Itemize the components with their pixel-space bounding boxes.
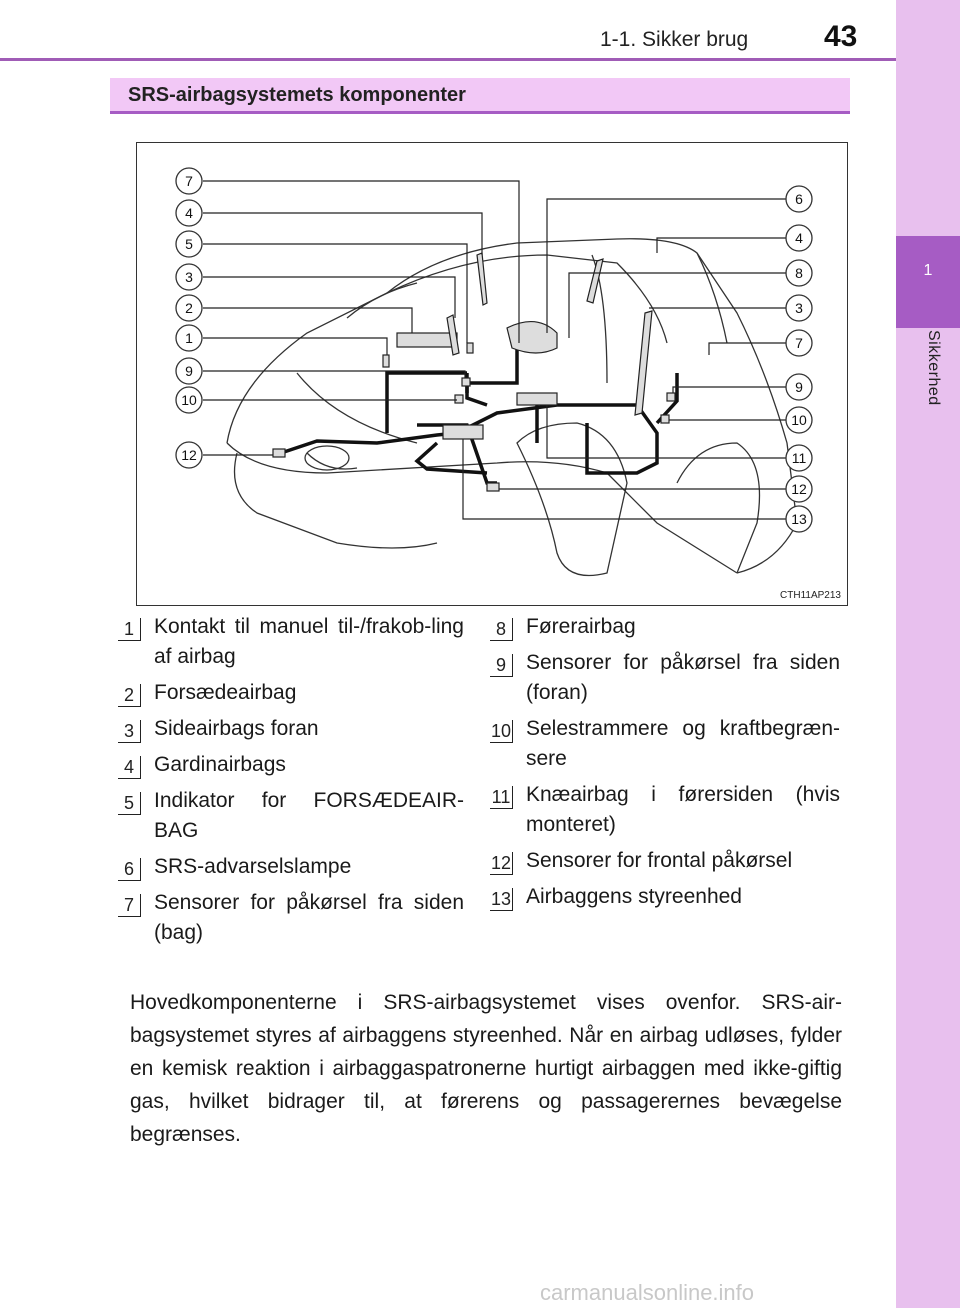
chapter-label: Sikkerhed — [925, 330, 942, 406]
left-callout-label: 10 — [181, 392, 197, 408]
pretensioner-rear — [661, 415, 669, 423]
legend-number: 12 — [490, 853, 512, 873]
right-callout-label: 7 — [795, 335, 803, 351]
legend-number: 4 — [118, 756, 141, 779]
section-heading-text: SRS-airbagsystemets komponenter — [128, 84, 466, 106]
legend-number: 9 — [490, 654, 513, 677]
section-heading — [110, 78, 850, 114]
right-callouts — [786, 186, 812, 532]
legend-number: 3 — [118, 720, 141, 743]
right-callout-label: 13 — [791, 511, 807, 527]
legend-text: Sideairbags foran — [154, 717, 319, 740]
page-number: 43 — [824, 20, 858, 53]
right-callout-label: 3 — [795, 300, 803, 316]
left-callout-label: 3 — [185, 269, 193, 285]
left-callout-label: 4 — [185, 205, 193, 221]
front-seat-airbag — [397, 333, 457, 347]
chapter-number: 1 — [896, 236, 960, 328]
legend-text: Gardinairbags — [154, 753, 286, 776]
legend-number: 10 — [490, 721, 512, 741]
legend-text: Indikator for FORSÆDEAIR-BAG — [154, 789, 464, 842]
car-illustration — [137, 143, 849, 607]
driver-airbag — [507, 322, 557, 353]
right-callout-label: 6 — [795, 191, 803, 207]
left-callout-label: 7 — [185, 173, 193, 189]
legend-number: 1 — [118, 618, 141, 641]
right-callout-label: 10 — [791, 412, 807, 428]
legend-number: 13 — [490, 889, 512, 909]
right-callout-label: 4 — [795, 230, 803, 246]
frontal-sensor-right — [487, 483, 499, 491]
legend-number: 7 — [118, 894, 141, 917]
figure-code: CTH11AP213 — [780, 590, 841, 601]
left-callout-label: 2 — [185, 300, 193, 316]
seatbelt-pretensioner — [455, 395, 463, 403]
knee-airbag — [517, 393, 557, 405]
car-outline — [227, 239, 797, 576]
right-callout-label: 9 — [795, 379, 803, 395]
right-callout-label: 12 — [791, 481, 807, 497]
right-callout-label: 11 — [791, 450, 807, 466]
body-paragraph: Hovedkomponenterne i SRS-airbagsystemet vises ovenfor. SRS-air-bagsystemet styres af airbaggens styreenhed. Når en airbag udløses, fylder en kemisk reaktion i airbaggaspatronerne hurtigt airbaggen med ikke-giftig gas, hvilket bidrager til, at førerens og passagerernes bevægelse begrænses. — [130, 991, 842, 1146]
legend-text: Sensorer for frontal påkørsel — [526, 849, 793, 872]
legend-item-1 — [118, 612, 464, 672]
legend-number: 8 — [490, 618, 513, 641]
left-callout-label: 12 — [181, 447, 197, 463]
legend-text: SRS-advarselslampe — [154, 855, 352, 878]
watermark: carmanualsonline.info — [540, 1280, 755, 1305]
legend-text: Selestrammere og kraftbegræn-sere — [526, 717, 840, 770]
left-callout-label: 1 — [185, 330, 193, 346]
left-callouts — [176, 168, 202, 468]
section-title: 1-1. Sikker brug — [600, 28, 749, 51]
legend-text: Kontakt til manuel til-/frakob-ling af airbag — [154, 615, 464, 668]
legend-text: Sensorer for påkørsel fra siden (foran) — [526, 651, 840, 704]
chapter-side-tab — [896, 0, 960, 1308]
legend-number: 11 — [490, 786, 513, 809]
legend-text: Airbaggens styreenhed — [526, 885, 742, 908]
legend-text: Forsædeairbag — [154, 681, 297, 704]
legend-number: 5 — [118, 792, 141, 815]
legend-text: Sensorer for påkørsel fra siden (bag) — [154, 891, 464, 944]
airbag-diagram — [136, 142, 848, 606]
side-sensor-front — [462, 378, 470, 386]
left-callout-label: 9 — [185, 363, 193, 379]
left-callout-label: 5 — [185, 236, 193, 252]
legend-text: Førerairbag — [526, 615, 636, 638]
frontal-sensor-left — [273, 449, 285, 457]
legend-text: Knæairbag i førersiden (hvis monteret) — [526, 783, 840, 836]
right-callout-label: 8 — [795, 265, 803, 281]
airbag-control-unit — [443, 425, 483, 439]
indicator-lamp — [467, 343, 473, 353]
side-airbag-rear — [635, 311, 652, 415]
legend-number: 6 — [118, 858, 141, 881]
components — [273, 253, 675, 491]
manual-switch — [383, 355, 389, 367]
header-rule — [0, 58, 896, 61]
legend-number: 2 — [118, 684, 141, 707]
leader-lines — [203, 181, 787, 519]
side-sensor-rear — [667, 393, 675, 401]
